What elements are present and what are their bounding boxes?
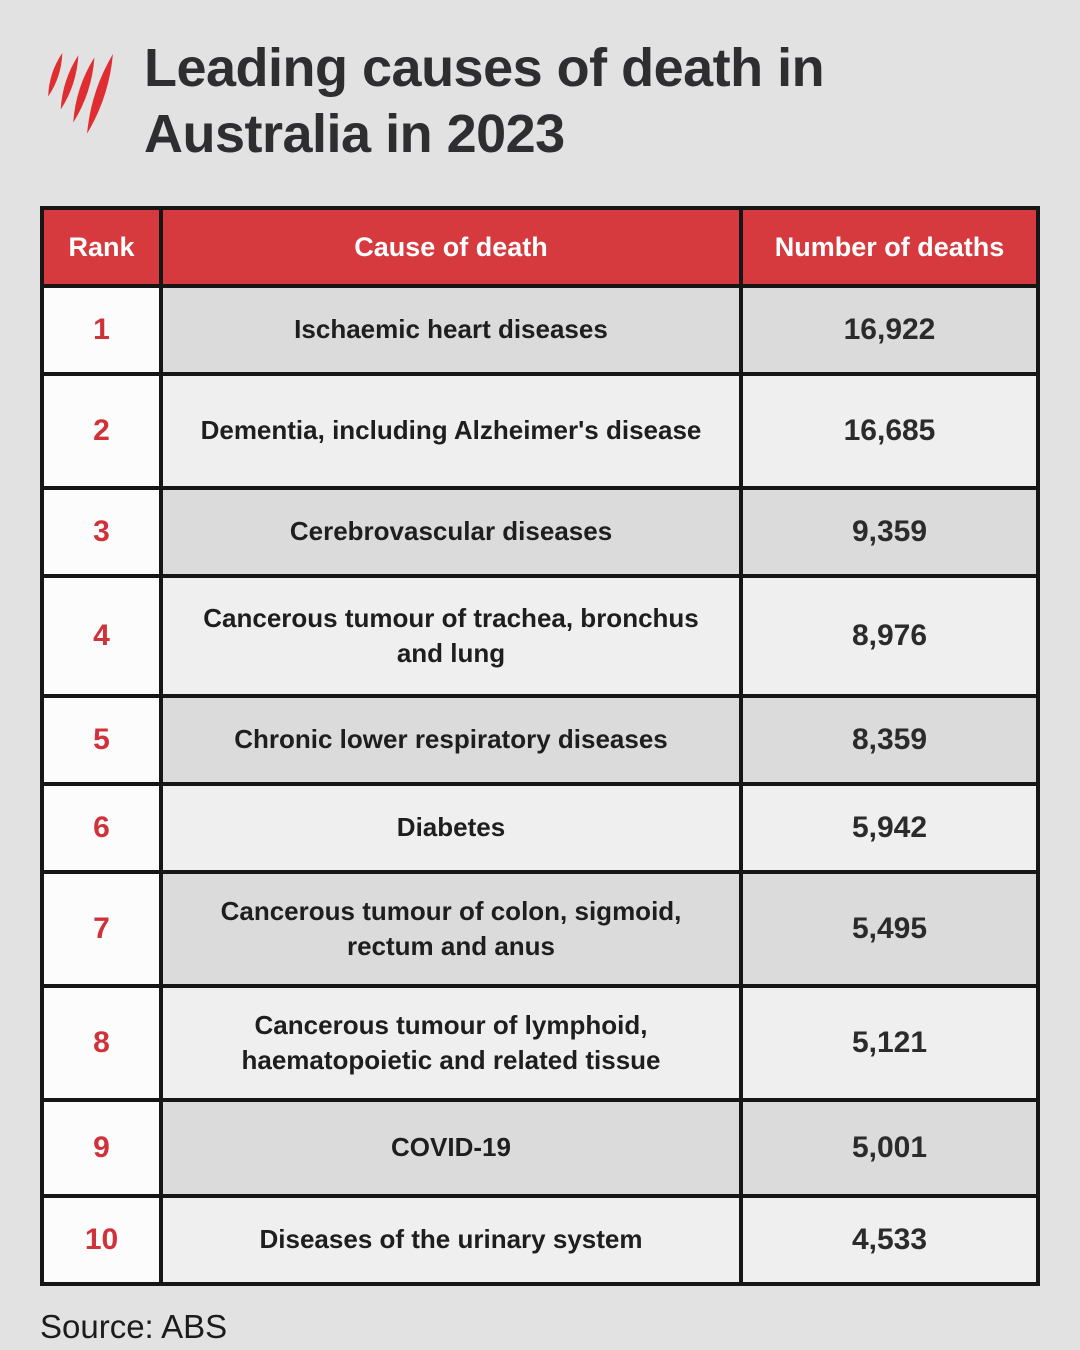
table-row [44, 284, 1036, 372]
causes-of-death-table [40, 206, 1040, 1286]
deaths-cell: 16,922 [739, 288, 1036, 372]
rank-cell: 5 [44, 698, 159, 782]
rank-cell: 1 [44, 288, 159, 372]
rank-cell: 6 [44, 786, 159, 870]
rank-cell: 8 [44, 988, 159, 1098]
deaths-cell: 5,495 [739, 874, 1036, 984]
rank-cell: 4 [44, 578, 159, 694]
cause-cell: Diseases of the urinary system [159, 1198, 739, 1282]
table-row [44, 574, 1036, 694]
table-row [44, 870, 1036, 984]
rank-cell: 2 [44, 376, 159, 486]
deaths-cell: 5,001 [739, 1102, 1036, 1194]
table-row [44, 1098, 1036, 1194]
table-header-row [44, 210, 1036, 284]
table-row [44, 694, 1036, 782]
table-header [44, 210, 1036, 284]
column-header-deaths: Number of deaths [739, 210, 1036, 284]
cause-cell: Ischaemic heart diseases [159, 288, 739, 372]
rank-cell: 10 [44, 1198, 159, 1282]
rank-cell: 7 [44, 874, 159, 984]
deaths-cell: 16,685 [739, 376, 1036, 486]
table-row [44, 1194, 1036, 1282]
rank-cell: 3 [44, 490, 159, 574]
cause-cell: Cancerous tumour of lymphoid, haematopoietic and related tissue [159, 988, 739, 1098]
deaths-cell: 9,359 [739, 490, 1036, 574]
rank-cell: 9 [44, 1102, 159, 1194]
column-header-rank: Rank [44, 210, 159, 284]
cause-cell: Dementia, including Alzheimer's disease [159, 376, 739, 486]
table-row [44, 984, 1036, 1098]
cause-cell: COVID-19 [159, 1102, 739, 1194]
table-row [44, 782, 1036, 870]
cause-cell: Diabetes [159, 786, 739, 870]
page-title: Leading causes of death in Australia in 2023 [144, 38, 825, 164]
sbs-logo-icon [40, 40, 120, 140]
column-header-cause: Cause of death [159, 210, 739, 284]
sbs-logo [40, 40, 120, 140]
deaths-cell: 8,976 [739, 578, 1036, 694]
cause-cell: Cancerous tumour of trachea, bronchus and lung [159, 578, 739, 694]
masthead [40, 38, 1040, 198]
deaths-cell: 8,359 [739, 698, 1036, 782]
deaths-cell: 5,121 [739, 988, 1036, 1098]
table-body [44, 284, 1036, 1282]
cause-cell: Cancerous tumour of colon, sigmoid, rectum and anus [159, 874, 739, 984]
deaths-cell: 4,533 [739, 1198, 1036, 1282]
source-note: Source: ABS [40, 1308, 228, 1345]
deaths-cell: 5,942 [739, 786, 1036, 870]
cause-cell: Chronic lower respiratory diseases [159, 698, 739, 782]
cause-cell: Cerebrovascular diseases [159, 490, 739, 574]
table-row [44, 486, 1036, 574]
table-row [44, 372, 1036, 486]
